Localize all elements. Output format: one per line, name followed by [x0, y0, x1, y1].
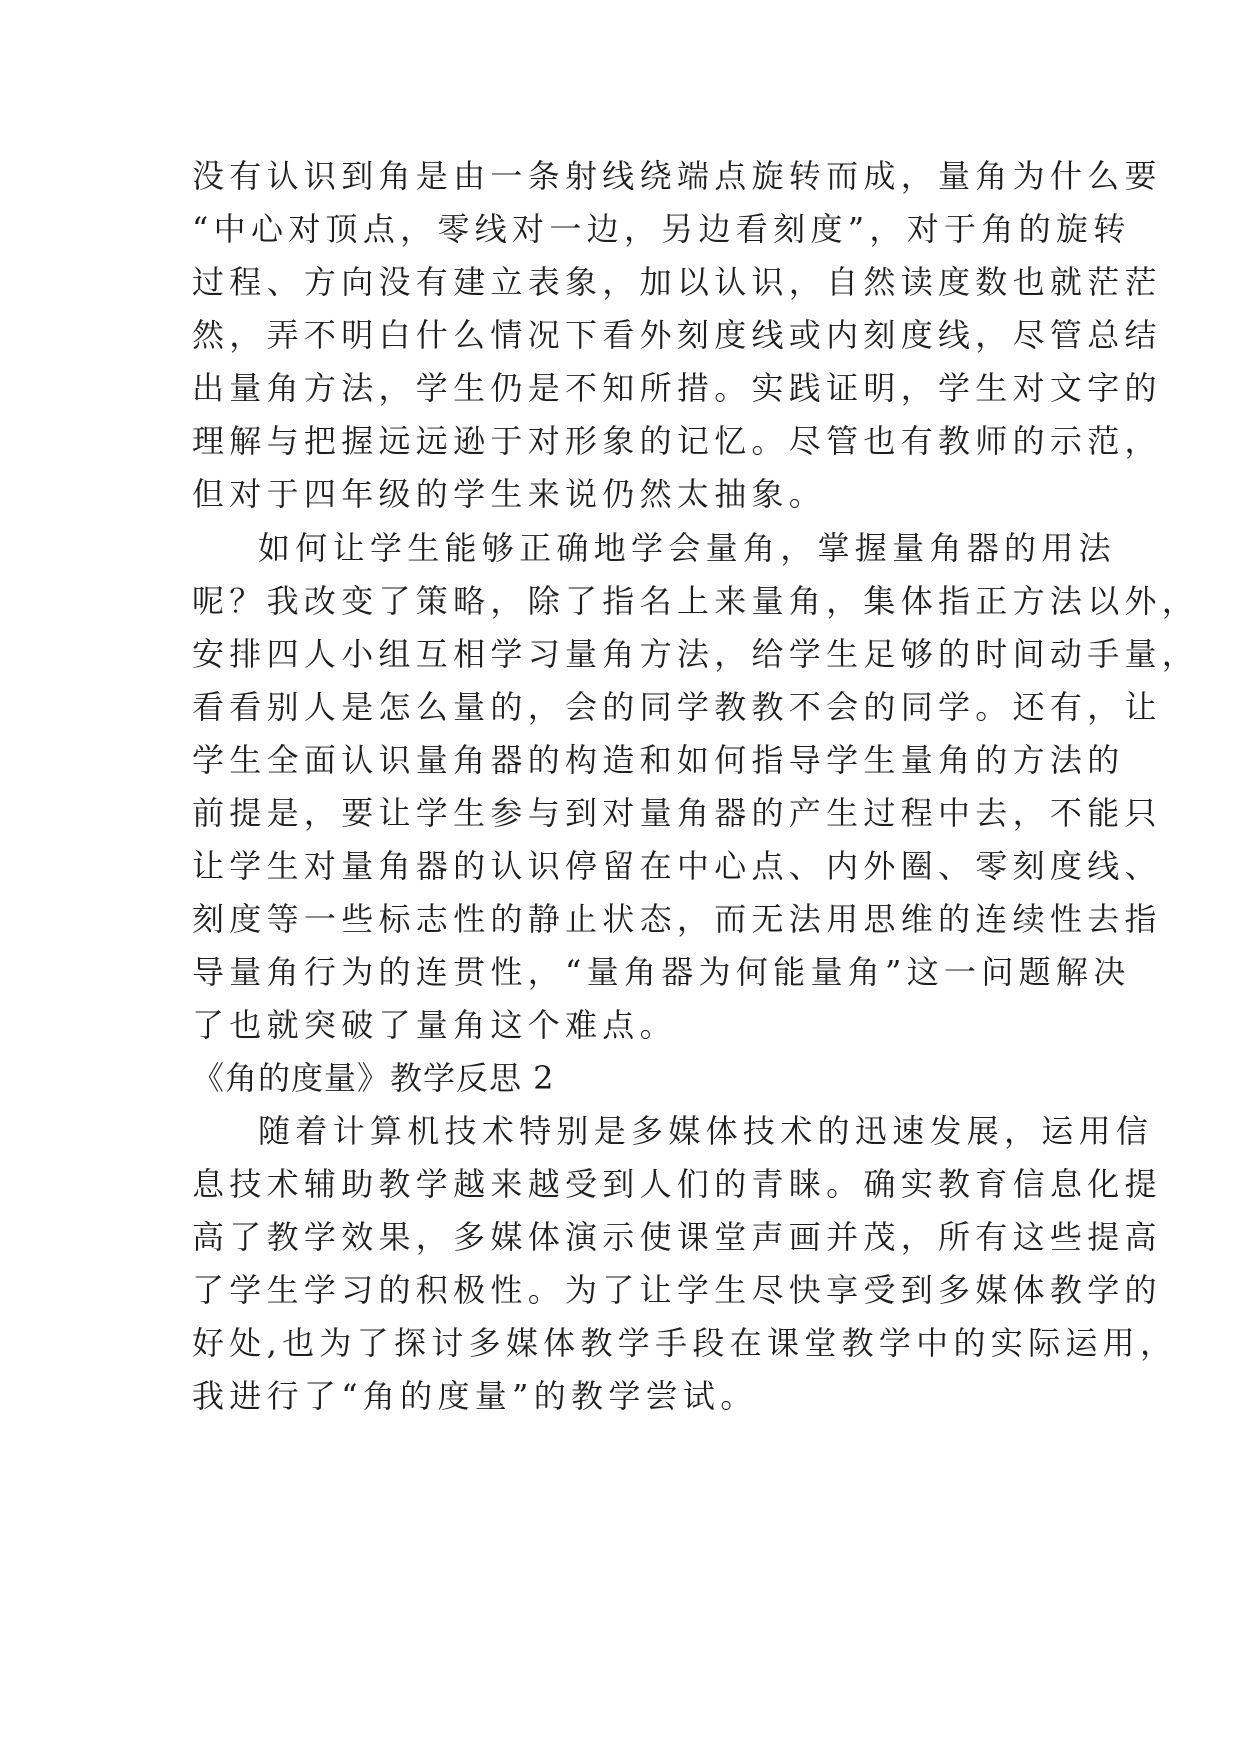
paragraph-1-line-2: “中心对顶点，零线对一边，另边看刻度”，对于角的旋转 [192, 210, 1131, 248]
paragraph-3-line-1: 随着计算机技术特别是多媒体技术的迅速发展，运用信 [258, 1112, 1154, 1150]
paragraph-2-line-1: 如何让学生能够正确地学会量角，掌握量角器的用法 [258, 529, 1116, 567]
paragraph-3-line-5: 好处,也为了探讨多媒体教学手段在课堂教学中的实际运用， [192, 1324, 1178, 1362]
paragraph-2-line-10: 了也就突破了量角这个难点。 [192, 1006, 677, 1044]
paragraph-3-line-4: 了学生学习的积极性。为了让学生尽快享受到多媒体教学的 [192, 1271, 1162, 1309]
paragraph-2-line-9: 导量角行为的连贯性，“量角器为何能量角”这一问题解决 [192, 953, 1131, 991]
paragraph-2-line-5: 学生全面认识量角器的构造和如何指导学生量角的方法的 [192, 741, 1125, 779]
paragraph-2-line-6: 前提是，要让学生参与到对量角器的产生过程中去，不能只 [192, 794, 1162, 832]
paragraph-3-line-6: 我进行了“角的度量”的教学尝试。 [192, 1377, 758, 1415]
paragraph-2-line-4: 看看别人是怎么量的，会的同学教教不会的同学。还有，让 [192, 688, 1162, 726]
paragraph-2-line-7: 让学生对量角器的认识停留在中心点、内外圈、零刻度线、 [192, 847, 1162, 885]
paragraph-1-line-7: 但对于四年级的学生来说仍然太抽象。 [192, 475, 827, 513]
section-heading: 《角的度量》教学反思 2 [192, 1059, 555, 1097]
paragraph-2-line-8: 刻度等一些标志性的静止状态，而无法用思维的连续性去指 [192, 900, 1162, 938]
paragraph-1-line-3: 过程、方向没有建立表象，加以认识，自然读度数也就茫茫 [192, 263, 1162, 301]
paragraph-1-line-1: 没有认识到角是由一条射线绕端点旋转而成，量角为什么要 [192, 157, 1162, 195]
paragraph-2-line-3: 安排四人小组互相学习量角方法，给学生足够的时间动手量， [192, 635, 1200, 673]
paragraph-1-line-4: 然，弄不明白什么情况下看外刻度线或内刻度线，尽管总结 [192, 316, 1162, 354]
paragraph-1-line-5: 出量角方法，学生仍是不知所措。实践证明，学生对文字的 [192, 369, 1162, 407]
paragraph-1-line-6: 理解与把握远远逊于对形象的记忆。尽管也有教师的示范， [192, 422, 1162, 460]
paragraph-2-line-2: 呢？我改变了策略，除了指名上来量角，集体指正方法以外， [192, 582, 1200, 620]
paragraph-3-line-2: 息技术辅助教学越来越受到人们的青睐。确实教育信息化提 [192, 1165, 1162, 1203]
paragraph-3-line-3: 高了教学效果，多媒体演示使课堂声画并茂，所有这些提高 [192, 1218, 1162, 1256]
